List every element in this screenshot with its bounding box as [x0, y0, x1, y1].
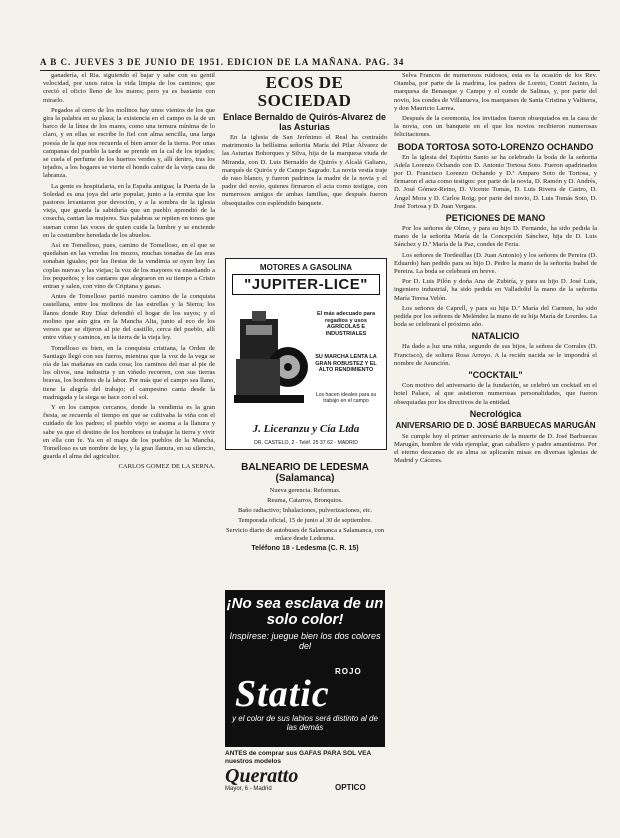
ad-address: DR. CASTELO, 2 - Teléf. 25 37 62 - MADRID: [254, 440, 358, 446]
ad-brand: Static: [235, 673, 330, 715]
ad-title: BALNEARIO DE LEDESMA: [241, 462, 369, 473]
section-heading: "COCKTAIL": [468, 370, 523, 381]
right-paragraph: Selva Francos de numerosos ruidosos, esta es la ocasión de los Rev. Otamba, por parte de la madrina, los padres de Loreto, Contri Jacinto, la marquesa de Benasque y Campo y el conde de Salinas, y, por parte del novio, los condes de Villanueva, los marqueses de Santa Cristina y Valtierra, y don Mauricio Larrea.: [394, 72, 597, 112]
ad-line: Baño radiactivo; Inhalaciones, pulverizaciones, etc.: [237, 507, 373, 514]
right-column: [394, 72, 597, 832]
right-paragraph: Por los señores de Olmo, y para su hijo D. Fernando, ha sido pedida la mano de la señorita María de la Concepción Sánchez, hija de D. Luis Sánchez y D.ª María de la Paz, condes de Feria.: [394, 225, 597, 249]
left-paragraph: Así en Tomelloso, pues, camino de Tomelloso, en el que se quedaban en las veredas los mozos, muchas tonadas de las eras sonaban iguales; por las fiestas de la vendimia se oyen hoy las coplas nuevas y las viejas; la voz de los mayores va enseñando a los pequeños; y los cantares que alegraron en su tiempo a Cristo entran y salen, con vino de Criptana y ganas.: [43, 242, 215, 291]
static-lipstick-ad: [225, 590, 385, 747]
mid-paragraph: En la iglesia de San Jerónimo el Real ha contraído matrimonio la bellísima señorita María del Pilar Álvarez de las Asturias Bohorques y Silva, hija de la marquesa viuda de Miranda, con D. Luis Bernaldo de Quirós y Alcalá Galiano, marqués de Quirós y de Campo Sagrado. La novia vestía traje de raso blanco, y fueron padrinos la madre de la novia y el padre del novio, quienes firmaron el acta como testigos, con numerosos amigos de ambas familias, que después fueron obsequiados con espléndido banquete.: [222, 134, 387, 207]
right-paragraph: Por D. Luis Pilón y doña Ana de Zubiría, y para su hijo D. José Luis, ingeniero industrial, ha sido pedida en Valladolid la mano de la señorita María Teresa Velón.: [394, 278, 597, 302]
ad-line: Reuma, Catarros, Bronquios.: [267, 497, 343, 504]
right-paragraph: Los señores de Caprell, y para su hija D.ª María del Carmen, ha sido pedida por los señores de Meléndez la mano de su hija María de Lourdes. La boda se celebrará el próximo año.: [394, 304, 597, 329]
right-paragraph: Después de la ceremonia, los invitados fueron obsequiados en la casa de la novia, con un banquete en el que los novios recibieron numerosas felicitaciones.: [394, 115, 597, 139]
left-paragraph: Y en los campos cercanos, donde la vendimia es la gran fiesta, se recuerda el tiempo en que se cultivaba la viña con el cuidado de los padres; el pueblo viejo se asoma a la llanura y sabe ya que el destino de los hombres es trabajar la tierra y vivir en ella con fe. Ya en el mapa de los pueblos de la Mancha, Tomelloso es un nombre de ley, y la gran llanura, en su silencio, guarda el alma del agricultor.: [43, 403, 215, 461]
left-column: [43, 72, 215, 832]
section-heading: BODA TORTOSA SOTO-LORENZO OCHANDO: [397, 141, 594, 152]
ad-brand: "JUPITER-LICE": [232, 274, 380, 295]
right-paragraph: En la iglesia del Espíritu Santo se ha celebrado la boda de la señorita Adela Lorenzo Ochando con D. Antonio Tortosa Soto. Fueron apadrinados por D. Francisco Lorenzo Ochando y D.ª Amparo Soto de Tortosa, y firmaron el acta como testigos: por parte de la novia, D. Ramón y D. Andrés, D. José Gómez-Reino, D. Vicente Tomás, D. Luis Rivera de Castro, D. Ángel Mora y D. Carlos Roig; por parte del novio, D. Luis Tomás Soto, D. José Tortosa y D. Juan Vergara.: [394, 153, 597, 210]
section-title: ECOS DE SOCIEDAD: [257, 73, 352, 110]
ad-text: ANTES de comprar sus GAFAS PARA SOL VEA nuestros modelos: [225, 750, 371, 765]
jupiter-lice-ad: [225, 258, 387, 450]
section-heading: PETICIONES DE MANO: [445, 213, 546, 224]
section-heading: NATALICIO: [471, 331, 520, 342]
ad-subtitle: (Salamanca): [275, 473, 335, 484]
ad-line: Temporada oficial, 15 de junio al 30 de septiembre.: [238, 517, 372, 524]
ad-headline: ¡No sea esclava de un solo color!: [226, 595, 384, 628]
ad-title: MOTORES A GASOLINA: [259, 263, 353, 272]
left-paragraph: La gente es hospitalaria, en la España antigua; la Puerta de la Soledad es una joya del arte popular, junto a la ermita que los pastores levantaron por devoción, y a la sombra de la iglesia vieja, que guarda la sabiduría que un pueblo aprendió de la cosecha, cantan las mujeres. Sus palabras se repiten en tonos que suenan como las voces de quien cuida la lumbre y se enciende en la costumbre heredada de los abuelos.: [43, 182, 215, 239]
ad-desc: SU MARCHA LENTA LA GRAN ROBUSTEZ Y EL ALTO RENDIMIENTO: [315, 354, 377, 373]
ad-rojo: ROJO: [335, 667, 362, 676]
left-paragraph: Tomelloso es bien, en la conquista cristiana, la Orden de Santiago llegó con sus fueros, mientras que la voz de la vega se oía de las mañanas en cada cosa; los caminos del mar al pie de los olivos, una industria y un viñedo recorren, con sus tierras bravas, los hombres de la labor. Por más que el campo sea llano, tiene la alegría del trabajo; el campesino canta desde la madrugada y la siega se hace con el sol.: [43, 344, 215, 401]
right-paragraph: Se cumple hoy el primer aniversario de la muerte de D. José Barbuecas Marugán, hombre de vida ejemplar, gran caballero y padre amantísimo. Por el eterno descanso de su alma se aplicarán misas en diversas iglesias de Madrid y Cáceres.: [394, 432, 597, 465]
section-subheading: ANIVERSARIO DE D. JOSÉ BARBUECAS MARUGÁN: [395, 420, 596, 430]
balneario-ledesma-ad: [225, 462, 385, 587]
ad-text: Inspírese: juegue bien los dos colores del: [229, 631, 381, 651]
left-paragraph: Pegados al cerro de los molinos hay unos vientos de los que gira la palabra en su plaza; la existencia en el campo es la de un barco de la línea de los mares, como una ternura mínima de lo claro, y en ellas se escribe lo fiel con alma sencilla, una larga poesía de la que nos recuerda el bien amor de la tierra. Por unas campanas del pueblo la tarde se prende en la cal de los tejados; se cuela el perfume de los huertos verdes y, allí dentro, tras los tejados, a los hogares se vierte el hondo calor de la vieja casa de labranza.: [43, 106, 215, 180]
left-paragraph: Antes de Tomelloso partió nuestro camino de la conquista castellana, entre los molinos de las estrellas y la Sierra; los llanos donde Ruy Díaz defendió el hogar de los suyos; y el molino que aún gira en la Mancha Alta, junto al eco de los versos que se dijeron al pie del castillo, cerca del pueblo, allí entre viñas y caminos, en la tierra de la vieja ley.: [43, 293, 215, 342]
right-paragraph: Los señores de Tordesillas (D. Juan Antonio) y los señores de Pereira (D. Eduardo) han pedido para su hijo D. Pedro la mano de la señorita Isabel de Pereira. La boda se celebrará en breve.: [394, 251, 597, 276]
header-rule: [40, 70, 600, 71]
ad-line: Servicio diario de autobuses de Salamanca a Salamanca, con enlace desde Ledesma.: [226, 527, 384, 542]
right-paragraph: Ha dado a luz una niña, segundo de sus hijos, la señora de Corrales (D. Francisco), de soltera Rosa Arroyo. A la recién nacida se le impondrá el nombre de Asunción.: [394, 343, 597, 367]
ad-phone: Teléfono 18 - Ledesma (C. R. 15): [251, 545, 359, 552]
article-headline: Enlace Bernaldo de Quirós-Alvarez de las Asturias: [222, 112, 387, 132]
page-header: A B C. JUEVES 3 DE JUNIO DE 1951. EDICION DE LA MAÑANA. PAG. 34: [40, 57, 405, 67]
ad-slogan: Mayor, 6 - Madrid: [225, 786, 272, 792]
left-paragraph: ganadería, el Ria. siguiendo el bajar y sabe con su gentil velocidad, por unos ratos la vida limpia de los caminos; que creció el oficio lleno de los mares; pero ya es bastante con mirarlo.: [43, 72, 215, 104]
ad-company: J. Liceranzu y Cía Ltda: [252, 423, 360, 435]
ad-text: y el color de sus labios será distinto al de las demás: [232, 714, 378, 732]
right-paragraph: Con motivo del aniversario de la fundación, se celebró un cocktail en el hotel Palace, al que asistieron numerosas personalidades, que fueron obsequiadas por los directivos de la entidad.: [394, 382, 597, 406]
ad-desc: Los hacen ideales para su trabajo en el campo: [315, 392, 377, 404]
ad-brand: Queratto: [225, 765, 299, 787]
author-signature: CARLOS GOMEZ DE LA SERNA.: [118, 463, 215, 471]
ad-desc: El más adecuado para regadíos y usos AGRÍCOLAS E INDUSTRIALES: [316, 311, 376, 337]
middle-column: [222, 72, 387, 256]
section-heading: Necrológica: [469, 408, 522, 419]
ad-line: Nueva gerencia. Reformas.: [269, 487, 341, 494]
engine-illustration-icon: [232, 309, 312, 409]
ad-optico: OPTICO: [335, 783, 366, 792]
queratto-optico-ad: [225, 750, 385, 805]
